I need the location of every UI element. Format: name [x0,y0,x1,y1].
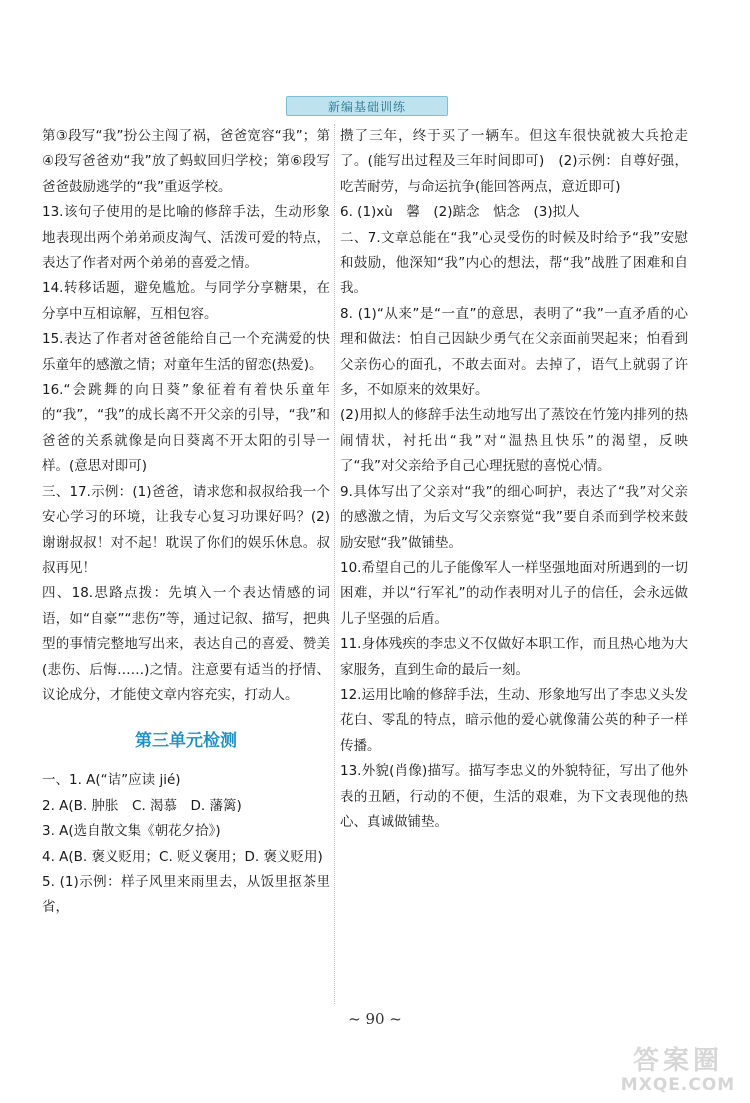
answer-paragraph: 二、7.文章总能在“我”心灵受伤的时候及时给予“我”安慰和鼓励，他深知“我”内心的想法，帮“我”战胜了困难和自我。 [340,229,688,297]
watermark-logo [616,1043,740,1099]
answer-paragraph: 三、17.示例：(1)爸爸，请求您和叔叔给我一个安心学习的环境，让我专心复习功课好吗？(2)谢谢叔叔！对不起！耽误了你们的娱乐休息。叔叔再见！ [42,483,330,576]
answer-paragraph: 14.转移话题，避免尴尬。与同学分享糖果，在分享中互相谅解，互相包容。 [42,280,330,322]
answer-paragraph: 5. (1)示例：样子风里来雨里去，从饭里抠茶里省， [42,873,330,916]
answer-paragraph: 8. (1)“从来”是“一直”的意思，表明了“我”一直矛盾的心理和做法：怕自己因缺少勇气在父亲面前哭起来；怕看到父亲伤心的面孔，不敢去面对。去掉了，语气上就弱了许多，不如原来的效果好。 [340,305,688,399]
watermark-url: MXQE.COM [620,1075,736,1095]
answer-paragraph: 16.“会跳舞的向日葵”象征着有着快乐童年的“我”，“我”的成长离不开父亲的引导，“我”和爸爸的关系就像是向日葵离不开太阳的引导一样。(意思对即可) [42,382,330,475]
section-title: 第三单元检测 [135,731,237,752]
header-label: 新编基础训练 [327,99,406,114]
answer-paragraph: 6. (1)xù 馨 (2)踮念 惦念 (3)拟人 [340,204,580,221]
left-column [42,124,330,921]
answer-paragraph: 第③段写“我”扮公主闯了祸，爸爸宽容“我”；第④段写爸爸劝“我”放了蚂蚁回归学校；第⑥段写爸爸鼓励逃学的“我”重返学校。 [42,128,330,195]
answer-paragraph: 攒了三年，终于买了一辆车。但这车很快就被大兵抢走了。(能写出过程及三年时间即可) (2)示例：自尊好强，吃苦耐劳，与命运抗争(能回答两点，意近即可) [340,128,688,195]
answer-paragraph: 2. A(B. 肿胀 C. 渴慕 D. 藩篱) [42,797,242,814]
answer-paragraph: 11.身体残疾的李忠义不仅做好本职工作，而且热心地为大家服务，直到生命的最后一刻。 [340,636,688,678]
answer-paragraph: 4. A(B. 褒义贬用；C. 贬义褒用；D. 褒义贬用) [42,848,323,865]
watermark-text: 答案圈 [632,1046,723,1076]
answer-paragraph: 13.该句子使用的是比喻的修辞手法，生动形象地表现出两个弟弟顽皮淘气、活泼可爱的特点，表达了作者对两个弟弟的喜爱之情。 [42,204,330,272]
answer-paragraph: 四、18.思路点拨：先填入一个表达情感的词语，如“自豪”“悲伤”等，通过记叙、描写，把典型的事情完整地写出来，表达自己的喜爱、赞美(悲伤、后悔……)之情。注意要有适当的抒情、议论成分，才能使文章内容充实，打动人。 [42,585,330,703]
answer-paragraph: 9.具体写出了父亲对“我”的细心呵护，表达了“我”对父亲的感激之情，为后文写父亲察觉“我”要自杀而到学校来鼓励安慰“我”做铺垫。 [340,483,688,551]
answer-paragraph: 13.外貌(肖像)描写。描写李忠义的外貌特征，写出了他外表的丑陋，行动的不便，生活的艰难，为下文表现他的热心、真诚做铺垫。 [340,763,688,830]
right-column [340,124,688,835]
header-banner [286,96,448,116]
column-divider [334,124,335,1004]
answer-paragraph: (2)用拟人的修辞手法生动地写出了蒸饺在竹笼内排列的热闹情状，衬托出“我”对“温热且快乐”的渴望，反映了“我”对父亲给予自己心理抚慰的喜悦心情。 [340,407,688,475]
answer-paragraph: 一、1. A(“诘”应读 jié) [42,772,181,789]
answer-paragraph: 15.表达了作者对爸爸能给自己一个充满爱的快乐童年的感激之情；对童年生活的留恋(热爱)。 [42,331,330,373]
answer-paragraph: 3. A(选自散文集《朝花夕拾》) [42,823,221,840]
answer-paragraph: 12.运用比喻的修辞手法，生动、形象地写出了李忠义头发花白、零乱的特点，暗示他的爱心就像蒲公英的种子一样传播。 [340,686,688,754]
answer-paragraph: 10.希望自己的儿子能像军人一样坚强地面对所遇到的一切困难，并以“行军礼”的动作表明对儿子的信任，会永远做儿子坚强的后盾。 [340,559,688,627]
page-number: ~ 90 ~ [348,1010,402,1028]
